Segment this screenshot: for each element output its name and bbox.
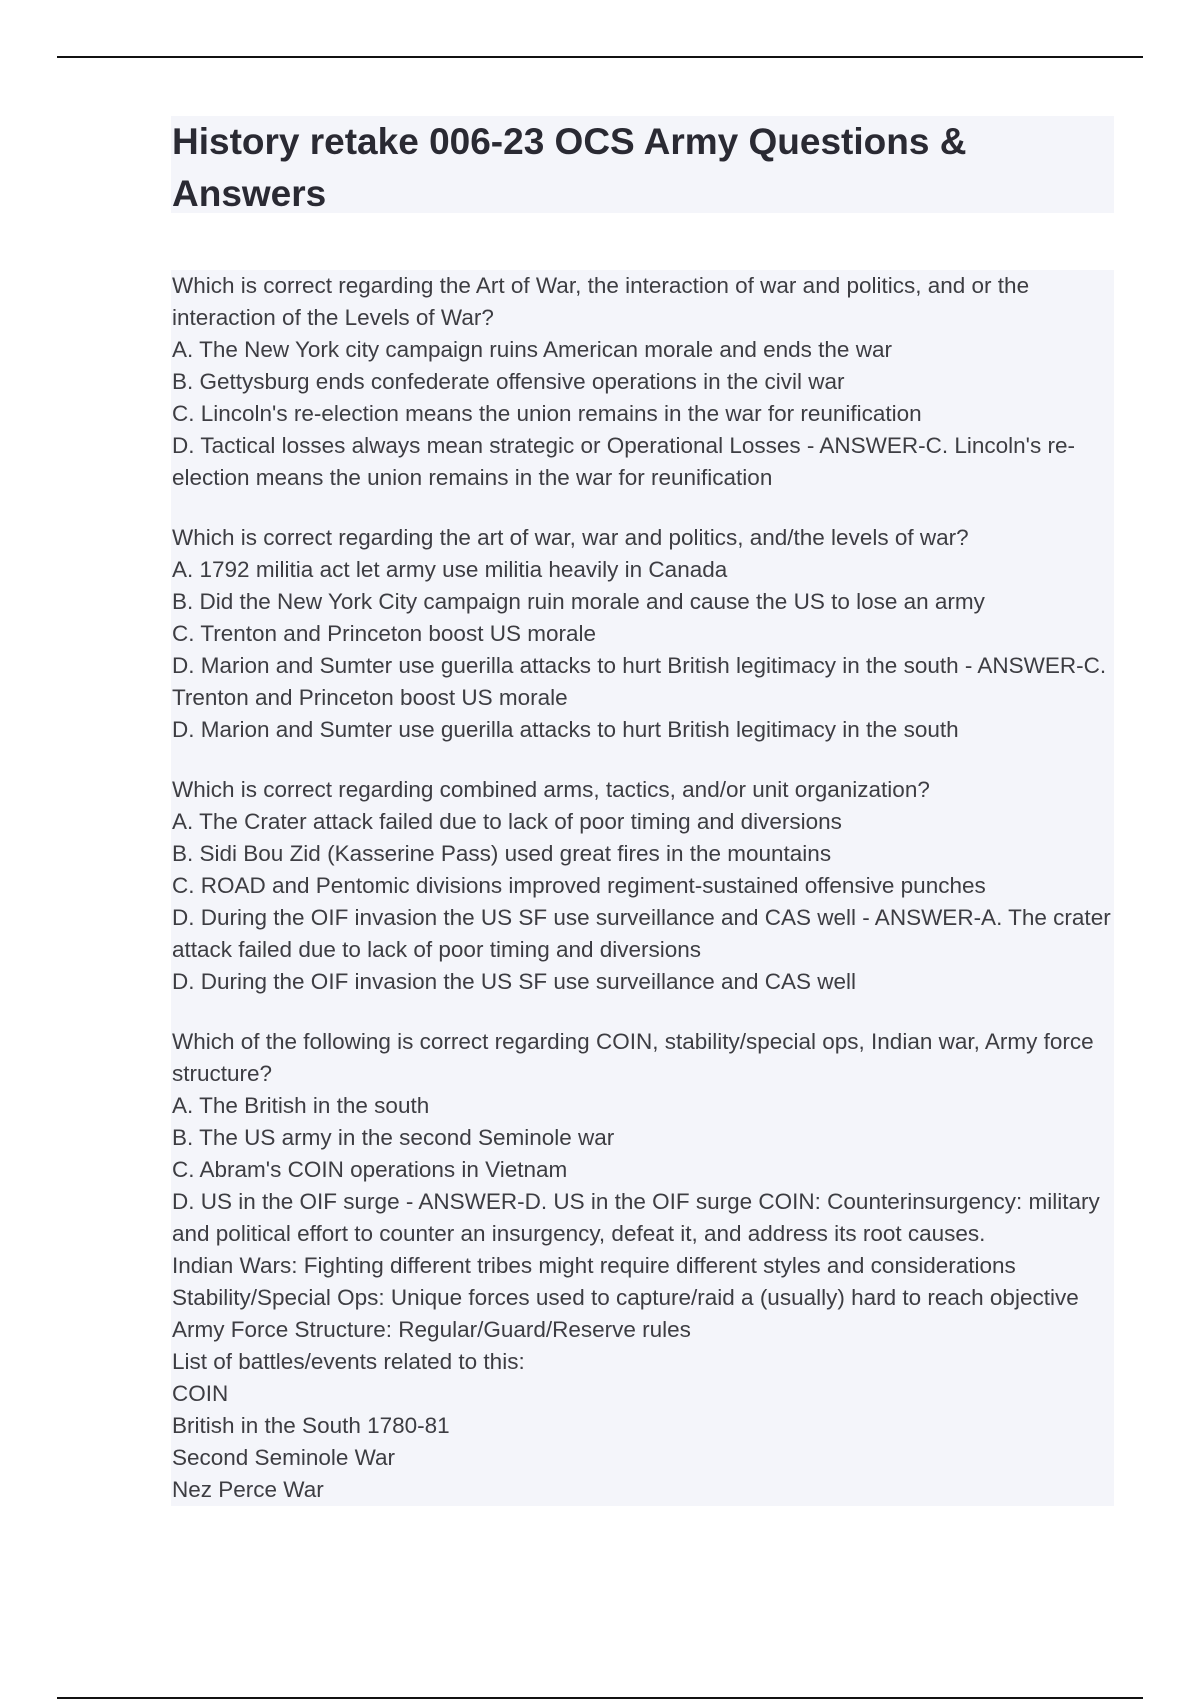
question-text: Which is correct regarding the art of war, war and politics, and/the levels of war?	[172, 525, 969, 550]
answer-line: D. Marion and Sumter use guerilla attacks to hurt British legitimacy in the south - ANSWER-C. Trenton and Princeton boost US morale	[172, 653, 1107, 710]
bottom-divider	[57, 1697, 1143, 1699]
answer-line: Stability/Special Ops: Unique forces used to capture/raid a (usually) hard to reach objective	[172, 1285, 1079, 1310]
question-text: Which is correct regarding combined arms, tactics, and/or unit organization?	[172, 777, 930, 802]
answer-line: B. Did the New York City campaign ruin morale and cause the US to lose an army	[172, 589, 985, 614]
question-text: Which of the following is correct regarding COIN, stability/special ops, Indian war, Army force structure?	[172, 1029, 1094, 1086]
qa-block	[171, 270, 1114, 494]
answer-line: B. The US army in the second Seminole war	[172, 1125, 615, 1150]
answer-line: D. During the OIF invasion the US SF use surveillance and CAS well - ANSWER-A. The crater attack failed due to lack of poor timing and diversions	[172, 905, 1111, 962]
qa-block	[171, 774, 1114, 998]
answer-line: Indian Wars: Fighting different tribes might require different styles and considerations	[172, 1253, 1016, 1278]
answer-line: Second Seminole War	[172, 1445, 396, 1470]
answer-line: C. Trenton and Princeton boost US morale	[172, 621, 596, 646]
qa-block	[171, 522, 1114, 746]
answer-line: Nez Perce War	[172, 1477, 324, 1502]
answer-line: D. US in the OIF surge - ANSWER-D. US in the OIF surge COIN: Counterinsurgency: military and political effort to counter an insurgency, defeat it, and address its root causes.	[172, 1189, 1100, 1246]
answer-line: C. ROAD and Pentomic divisions improved regiment-sustained offensive punches	[172, 873, 986, 898]
title-block	[171, 116, 1114, 213]
answer-line: D. During the OIF invasion the US SF use surveillance and CAS well	[172, 969, 857, 994]
answer-line: COIN	[172, 1381, 229, 1406]
answer-line: D. Tactical losses always mean strategic or Operational Losses - ANSWER-C. Lincoln's re-election means the union remains in the war for reunification	[172, 433, 1075, 490]
top-divider	[57, 56, 1143, 58]
answer-line: British in the South 1780-81	[172, 1413, 450, 1438]
answer-line: A. The Crater attack failed due to lack of poor timing and diversions	[172, 809, 842, 834]
answer-line: B. Gettysburg ends confederate offensive operations in the civil war	[172, 369, 845, 394]
qa-block	[171, 1026, 1114, 1506]
answer-line: A. The New York city campaign ruins American morale and ends the war	[172, 337, 892, 362]
answer-line: C. Abram's COIN operations in Vietnam	[172, 1157, 568, 1182]
answer-line: List of battles/events related to this:	[172, 1349, 525, 1374]
question-text: Which is correct regarding the Art of War, the interaction of war and politics, and or the interaction of the Levels of War?	[172, 273, 1030, 330]
answer-line: A. 1792 militia act let army use militia heavily in Canada	[172, 557, 728, 582]
answer-line: C. Lincoln's re-election means the union remains in the war for reunification	[172, 401, 922, 426]
answer-line: Army Force Structure: Regular/Guard/Reserve rules	[172, 1317, 691, 1342]
qa-content	[171, 270, 1114, 1506]
document-title: History retake 006-23 OCS Army Questions & Answers	[172, 121, 967, 214]
answer-line: D. Marion and Sumter use guerilla attacks to hurt British legitimacy in the south	[172, 717, 959, 742]
answer-line: A. The British in the south	[172, 1093, 430, 1118]
answer-line: B. Sidi Bou Zid (Kasserine Pass) used great fires in the mountains	[172, 841, 832, 866]
